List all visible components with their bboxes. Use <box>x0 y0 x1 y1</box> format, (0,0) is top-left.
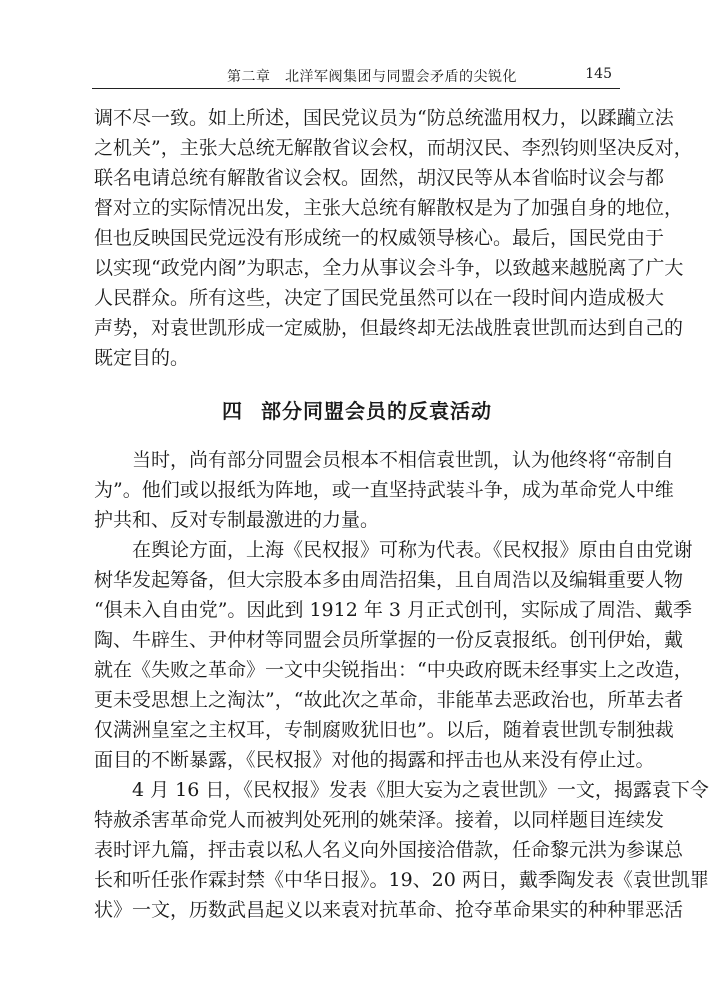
section-title: 部分同盟会员的反袁活动 <box>261 399 492 423</box>
text-line: 4 月 16 日，《民权报》发表《胆大妄为之袁世凯》一文，揭露袁下令 <box>94 779 709 801</box>
text-line: 当时，尚有部分同盟会员根本不相信袁世凯，认为他终将“帝制自 <box>94 449 674 471</box>
text-line: 督对立的实际情况出发，主张大总统有解散权是为了加强自身的地位， <box>94 197 684 219</box>
text-line: 声势，对袁世凯形成一定威胁，但最终却无法战胜袁世凯而达到自己的 <box>94 317 684 339</box>
text-line: 护共和、反对专制最激进的力量。 <box>94 509 380 531</box>
text-line: 以实现“政党内阁”为职志，全力从事议会斗争，以致越来越脱离了广大 <box>94 257 684 279</box>
chapter-title: 第二章 北洋军阀集团与同盟会矛盾的尖锐化 <box>227 69 517 85</box>
paragraph-4 <box>94 775 709 925</box>
text-line: 状》一文，历数武昌起义以来袁对抗革命、抢夺革命果实的种种罪恶活 <box>94 899 684 921</box>
running-header <box>92 62 620 89</box>
text-line: 树华发起筹备，但大宗股本多由周浩招集，且自周浩以及编辑重要人物 <box>94 569 684 591</box>
page-body <box>94 103 709 925</box>
text-line: 之机关”，主张大总统无解散省议会权，而胡汉民、李烈钧则坚决反对， <box>94 137 693 159</box>
text-line: 为”。他们或以报纸为阵地，或一直坚持武装斗争，成为革命党人中维 <box>94 479 674 501</box>
text-line: 长和听任张作霖封禁《中华日报》。19、20 两日，戴季陶发表《袁世凯罪 <box>94 869 709 891</box>
text-line: 调不尽一致。如上所述，国民党议员为“防总统滥用权力，以蹂躏立法 <box>94 107 674 129</box>
text-line: 在舆论方面，上海《民权报》可称为代表。《民权报》原由自由党谢 <box>94 539 693 561</box>
text-line: 联名电请总统有解散省议会权。固然，胡汉民等从本省临时议会与都 <box>94 167 665 189</box>
text-line: 陶、牛辟生、尹仲材等同盟会员所掌握的一份反袁报纸。创刊伊始，戴 <box>94 629 684 651</box>
page-number: 145 <box>585 66 612 82</box>
text-line: 特赦杀害革命党人而被判处死刑的姚荣泽。接着，以同样题目连续发 <box>94 809 665 831</box>
text-line: 但也反映国民党远没有形成统一的权威领导核心。最后，国民党由于 <box>94 227 665 249</box>
text-line: 就在《失败之革命》一文中尖锐指出：“中央政府既未经事实上之改造， <box>94 659 693 681</box>
text-line: “俱未入自由党”。因此到 1912 年 3 月正式创刊，实际成了周浩、戴季 <box>94 599 693 621</box>
section-heading <box>94 391 620 431</box>
text-line: 面目的不断暴露，《民权报》对他的揭露和抨击也从来没有停止过。 <box>94 749 655 771</box>
section-number: 四 <box>222 399 243 423</box>
text-line: 既定目的。 <box>94 347 190 369</box>
text-line: 更未受思想上之淘汰”，“故此次之革命，非能革去恶政治也，所革去者 <box>94 689 684 711</box>
paragraph-1 <box>94 103 693 373</box>
paragraph-3 <box>94 535 693 775</box>
text-line: 人民群众。所有这些，决定了国民党虽然可以在一段时间内造成极大 <box>94 287 665 309</box>
text-line: 表时评九篇，抨击袁以私人名义向外国接洽借款，任命黎元洪为参谋总 <box>94 839 684 861</box>
text-line: 仅满洲皇室之主权耳，专制腐败犹旧也”。以后，随着袁世凯专制独裁 <box>94 719 674 741</box>
paragraph-2 <box>94 445 674 535</box>
